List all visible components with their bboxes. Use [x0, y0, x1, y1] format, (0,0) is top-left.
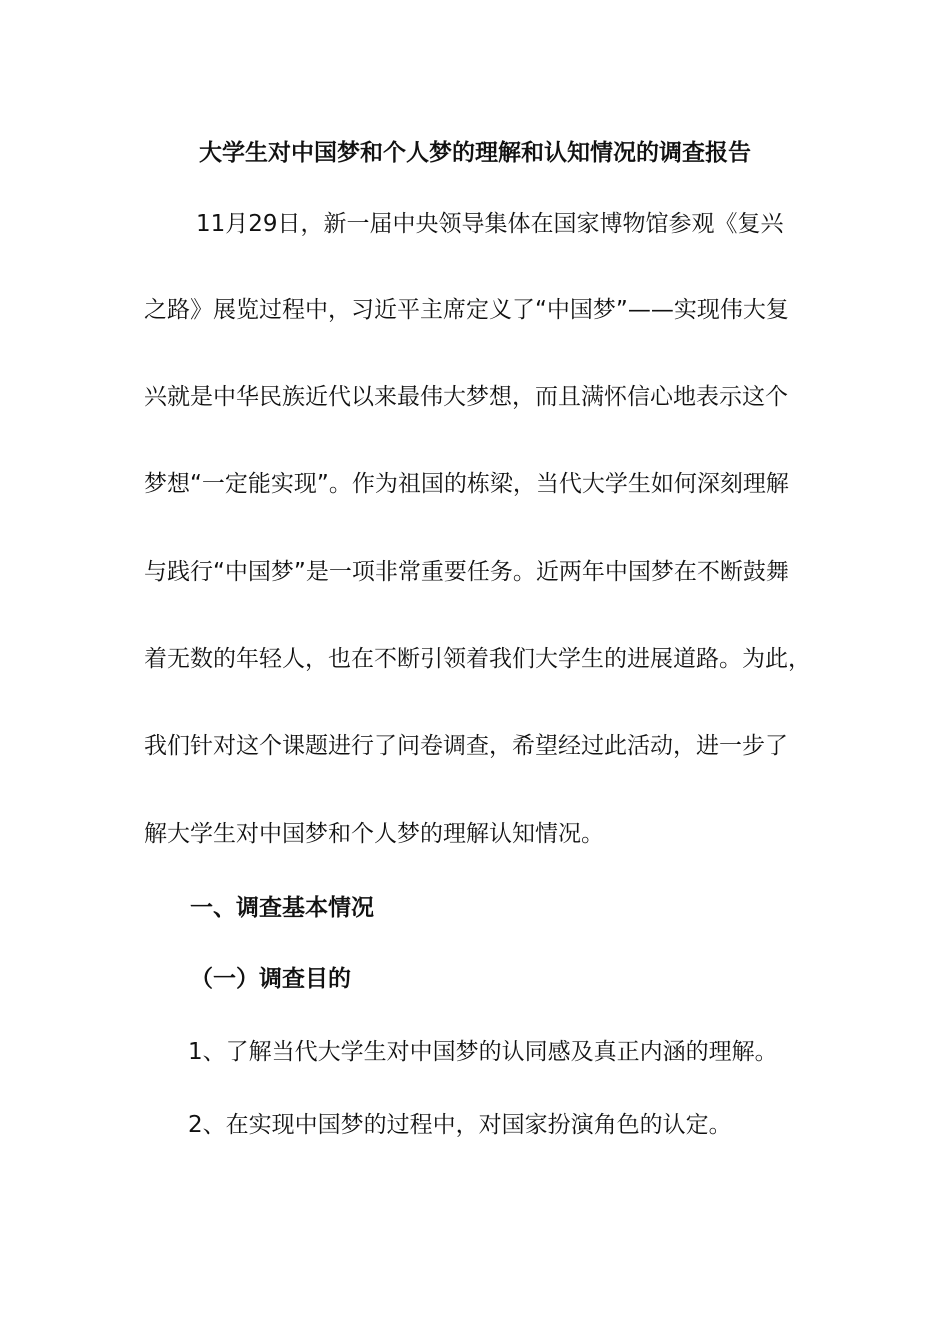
paragraph-line: 兴就是中华民族近代以来最伟大梦想，而且满怀信心地表示这个 — [144, 384, 788, 410]
paragraph-line: 着无数的年轻人，也在不断引领着我们大学生的进展道路。为此， — [144, 646, 811, 672]
paragraph-line: 11月29日，新一届中央领导集体在国家博物馆参观《复兴 — [196, 211, 784, 237]
list-item: 1、了解当代大学生对中国梦的认同感及真正内涵的理解。 — [188, 1039, 778, 1065]
paragraph-line: 梦想“一定能实现”。作为祖国的栋梁，当代大学生如何深刻理解 — [144, 471, 789, 497]
list-item: 2、在实现中国梦的过程中，对国家扮演角色的认定。 — [188, 1112, 732, 1138]
document-title: 大学生对中国梦和个人梦的理解和认知情况的调查报告 — [199, 140, 751, 166]
section-heading: 一、调查基本情况 — [190, 895, 374, 921]
paragraph-line: 之路》展览过程中，习近平主席定义了“中国梦”——实现伟大复 — [144, 297, 789, 323]
subsection-heading: （一）调查目的 — [190, 966, 351, 992]
paragraph-line: 解大学生对中国梦和个人梦的理解认知情况。 — [144, 821, 604, 847]
paragraph-line: 与践行“中国梦”是一项非常重要任务。近两年中国梦在不断鼓舞 — [144, 559, 789, 585]
paragraph-line: 我们针对这个课题进行了问卷调查，希望经过此活动，进一步了 — [144, 733, 788, 759]
